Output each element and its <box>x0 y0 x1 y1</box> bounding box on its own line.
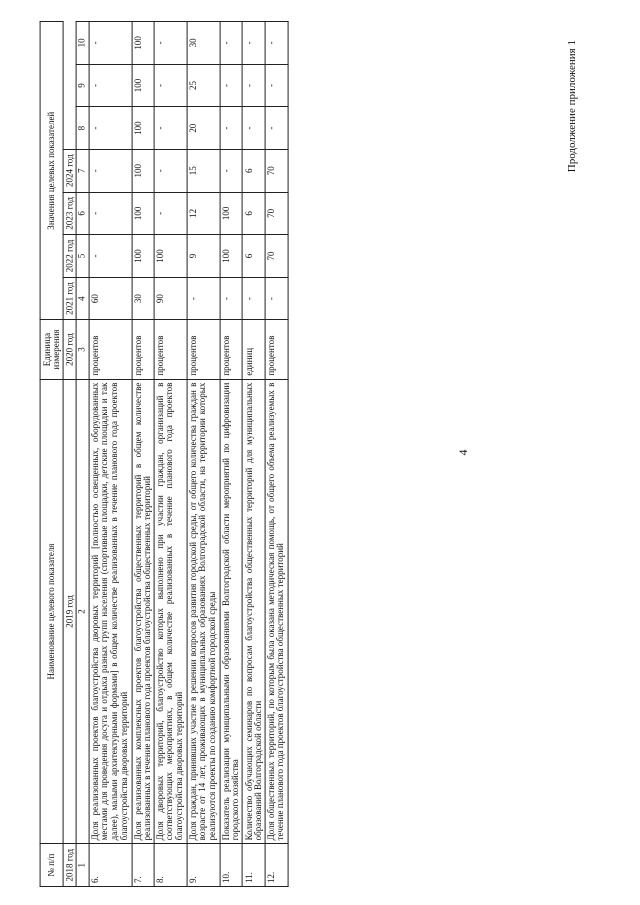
continuation-label: Продолжение приложения 1 <box>566 40 578 173</box>
col-number-10: 10 <box>76 22 89 65</box>
unit-cell: процентов <box>220 320 243 379</box>
value-cell: - <box>265 107 288 150</box>
table-row <box>154 22 187 887</box>
value-cell: 15 <box>187 149 220 192</box>
value-cell: 9 <box>187 235 220 278</box>
value-cell: 6 <box>243 235 266 278</box>
unit-cell: процентов <box>132 320 155 379</box>
unit-cell: процентов <box>265 320 288 379</box>
table-header <box>41 22 90 887</box>
value-cell: - <box>89 192 132 235</box>
value-cell: - <box>187 277 220 320</box>
value-cell: 20 <box>187 107 220 150</box>
value-cell: 70 <box>265 149 288 192</box>
value-cell: - <box>89 64 132 107</box>
row-number: 6. <box>89 844 132 887</box>
indicator-name: Показатель реализации муниципальными образованиями Волгоградской области мероприятий по цифровизации городского хозяйства <box>220 379 243 844</box>
year-header-2021: 2021 год <box>63 277 76 320</box>
value-cell: 60 <box>89 277 132 320</box>
row-number: 12. <box>265 844 288 887</box>
value-cell: - <box>243 64 266 107</box>
value-cell: 90 <box>154 277 187 320</box>
year-header-2023: 2023 год <box>63 192 76 235</box>
header-number: № п/п <box>41 844 64 887</box>
value-cell: - <box>89 107 132 150</box>
value-cell: 30 <box>187 22 220 65</box>
value-cell: - <box>265 22 288 65</box>
col-number-4: 4 <box>76 277 89 320</box>
value-cell: 70 <box>265 192 288 235</box>
unit-cell: единиц <box>243 320 266 379</box>
indicator-name: Доля реализованных проектов благоустройства дворовых территорий [полностью освещенных, оборудованных местами для проведения досуга и отдыха разных групп населения (спортивные площадки, детские площадки и так далее), малыми архитектурными формами] в общем количестве реализованных в течение планового года проектов благоустройства дворовых территорий <box>89 379 132 844</box>
value-cell: - <box>243 22 266 65</box>
value-cell: 100 <box>220 235 243 278</box>
indicators-table <box>40 21 289 887</box>
table-body <box>89 22 288 887</box>
indicator-name: Доля дворовых территорий, благоустройство которых выполнено при участии граждан, организаций в соответствующих мероприятиях, в общем количестве реализованных в течение планового года проектов благоустройства дворовых территорий <box>154 379 187 844</box>
row-number: 11. <box>243 844 266 887</box>
row-number: 9. <box>187 844 220 887</box>
table-row <box>220 22 243 887</box>
table-row <box>187 22 220 887</box>
value-cell: 6 <box>243 149 266 192</box>
value-cell: 100 <box>132 192 155 235</box>
col-number-9: 9 <box>76 64 89 107</box>
year-header-row <box>63 22 76 887</box>
col-number-3: 3 <box>76 320 89 379</box>
value-cell: - <box>220 64 243 107</box>
year-header-2020: 2020 год <box>63 320 76 379</box>
value-cell: 100 <box>132 22 155 65</box>
header-unit: Единица измерения <box>41 320 64 379</box>
value-cell: - <box>220 277 243 320</box>
value-cell: 100 <box>132 149 155 192</box>
value-cell: - <box>243 107 266 150</box>
indicator-name: Доля граждан, принявших участие в решении вопросов развития городской среды, от общего количества граждан в возрасте от 14 лет, проживающих в муниципальных образованиях Волгоградской области, на территории которых реализуются проекты по созданию комфортной городской среды <box>187 379 220 844</box>
table-row <box>89 22 132 887</box>
col-number-8: 8 <box>76 107 89 150</box>
col-number-2: 2 <box>76 379 89 844</box>
value-cell: - <box>89 22 132 65</box>
value-cell: - <box>220 22 243 65</box>
value-cell: - <box>265 277 288 320</box>
indicator-name: Количество обучающих семинаров по вопросам благоустройства общественных территорий для муниципальных образований Волгоградской области <box>243 379 266 844</box>
year-header-2024: 2024 год <box>63 149 76 192</box>
value-cell: 100 <box>132 64 155 107</box>
col-number-5: 5 <box>76 235 89 278</box>
col-number-1: 1 <box>76 844 89 887</box>
value-cell: - <box>265 64 288 107</box>
main-header-row <box>41 22 64 887</box>
year-header-2018: 2018 год <box>63 844 76 887</box>
value-cell: 12 <box>187 192 220 235</box>
value-cell: - <box>154 149 187 192</box>
value-cell: - <box>243 277 266 320</box>
value-cell: - <box>154 64 187 107</box>
table-row <box>132 22 155 887</box>
value-cell: 100 <box>154 235 187 278</box>
value-cell: 25 <box>187 64 220 107</box>
value-cell: - <box>154 22 187 65</box>
table-row <box>265 22 288 887</box>
value-cell: 6 <box>243 192 266 235</box>
unit-cell: процентов <box>89 320 132 379</box>
value-cell: 70 <box>265 235 288 278</box>
col-number-7: 7 <box>76 149 89 192</box>
column-numbers-row <box>76 22 89 887</box>
indicator-name: Доля реализованных комплексных проектов благоустройства общественных территорий в общем количестве реализованных в течение планового года проектов благоустройства общественных территорий <box>132 379 155 844</box>
header-target-values: Значения целевых показателей <box>41 22 64 320</box>
value-cell: 100 <box>132 107 155 150</box>
row-number: 10. <box>220 844 243 887</box>
col-number-6: 6 <box>76 192 89 235</box>
value-cell: - <box>154 107 187 150</box>
header-indicator-name: Наименование целевого показателя <box>41 379 64 844</box>
value-cell: - <box>220 149 243 192</box>
value-cell: - <box>89 149 132 192</box>
value-cell: 100 <box>132 235 155 278</box>
value-cell: - <box>220 107 243 150</box>
indicator-name: Доля общественных территорий, по которым была оказана методическая помощь, от общего объема реализуемых в течение планового года проектов благоустройства общественных территорий <box>265 379 288 844</box>
unit-cell: процентов <box>187 320 220 379</box>
value-cell: - <box>89 235 132 278</box>
year-header-2022: 2022 год <box>63 235 76 278</box>
row-number: 8. <box>154 844 187 887</box>
row-number: 7. <box>132 844 155 887</box>
unit-cell: процентов <box>154 320 187 379</box>
value-cell: 30 <box>132 277 155 320</box>
page-number: 4 <box>456 449 470 456</box>
value-cell: - <box>154 192 187 235</box>
value-cell: 100 <box>220 192 243 235</box>
table-row <box>243 22 266 887</box>
year-header-2019: 2019 год <box>63 379 76 844</box>
